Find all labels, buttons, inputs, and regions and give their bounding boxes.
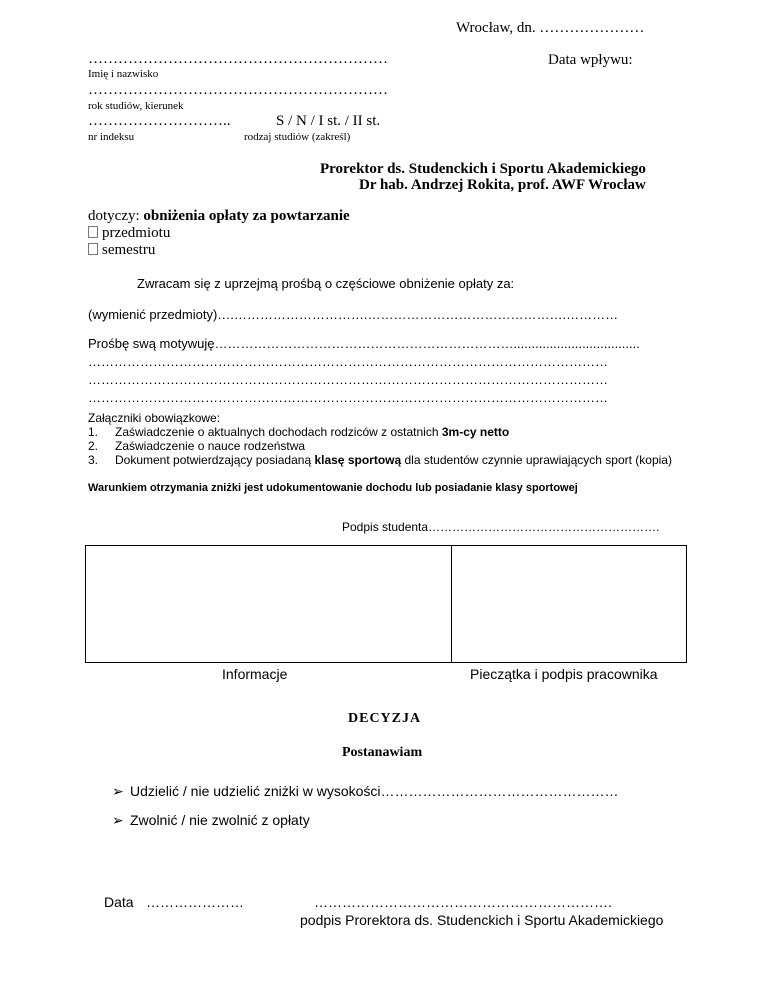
stamp-box[interactable] (451, 545, 687, 663)
attachments-heading: Załączniki obowiązkowe: (88, 411, 221, 425)
option-semester-label: semestru (102, 242, 156, 258)
option-subject[interactable] (88, 225, 170, 242)
study-label: rok studiów, kierunek (88, 100, 184, 112)
subjects-field[interactable]: (wymienić przedmioty)….………………………….……………………………………….………… (88, 307, 619, 322)
date-label: Data (104, 894, 134, 910)
stamp-label: Pieczątka i podpis pracownika (470, 666, 658, 682)
info-label: Informacje (222, 666, 288, 682)
option-semester[interactable] (88, 242, 155, 259)
decision-option-discount[interactable] (112, 783, 619, 800)
motivation-field[interactable]: Prośbę swą motywuję……………………………………………………………................................... (88, 336, 640, 351)
attachment-emphasis: 3m-cy netto (441, 425, 510, 439)
prorector-signature-field[interactable]: ………………………………………………………. (314, 894, 612, 910)
info-box[interactable] (85, 545, 452, 663)
receipt-date-label: Data wpływu: (548, 52, 633, 68)
addressee-title: Prorektor ds. Studenckich i Sportu Akademickiego (320, 161, 646, 177)
study-field[interactable]: …………………………………………………… (88, 82, 388, 98)
attachment-number: 3. (88, 453, 99, 467)
arrow-bullet-icon: ➢ (112, 783, 124, 799)
attachment-number: 1. (88, 425, 99, 439)
checkbox-icon[interactable] (88, 226, 98, 238)
attachment-item (88, 453, 672, 467)
index-field[interactable]: ……………………….. (88, 113, 231, 129)
motivation-line[interactable]: ………………………………………………………………………………………………………… (88, 372, 608, 387)
motivation-line[interactable]: ………………………………………………………………………………………………………… (88, 354, 608, 369)
decision-option-label: Zwolnić / nie zwolnić z opłaty (130, 812, 310, 828)
decision-option-label: Udzielić / nie udzielić zniżki w wysokości…………………………………………… (130, 783, 619, 799)
decision-subtitle: Postanawiam (342, 745, 423, 760)
attachment-text: Zaświadczenie o aktualnych dochodach rodziców z ostatnich (115, 425, 442, 439)
decision-option-waiver[interactable] (112, 812, 310, 829)
attachment-emphasis: klasę sportową (314, 453, 402, 467)
attachment-item (88, 439, 306, 453)
subject-title: obniżenia opłaty za powtarzanie (143, 208, 350, 224)
attachment-number: 2. (88, 439, 99, 453)
request-text: Zwracam się z uprzejmą prośbą o częściowe obniżenie opłaty za: (137, 276, 515, 291)
decision-title: DECYZJA (348, 711, 422, 726)
condition-note: Warunkiem otrzymania zniżki jest udokumentowanie dochodu lub posiadanie klasy sportowej (88, 482, 578, 494)
attachment-text: Dokument potwierdzający posiadaną (115, 453, 315, 467)
attachment-text: Zaświadczenie o nauce rodzeństwa (115, 439, 306, 453)
attachment-item (88, 425, 510, 439)
subject-line (88, 208, 350, 225)
name-label: Imię i nazwisko (88, 68, 159, 80)
motivation-line[interactable]: ………………………………………………………………………………………………………… (88, 390, 608, 405)
index-label: nr indeksu (88, 131, 135, 143)
option-subject-label: przedmiotu (102, 225, 171, 241)
checkbox-icon[interactable] (88, 243, 98, 255)
study-mode-label: rodzaj studiów (zakreśl) (244, 131, 351, 143)
name-field[interactable]: …………………………………………………… (88, 51, 388, 67)
addressee-name: Dr hab. Andrzej Rokita, prof. AWF Wrocław (359, 177, 646, 193)
student-signature-field[interactable]: Podpis studenta…………………………………………………. (342, 520, 660, 534)
study-mode-options[interactable]: S / N / I st. / II st. (276, 113, 381, 129)
place-date: Wrocław, dn. ………………… (456, 20, 645, 36)
date-field[interactable]: ………………… (146, 894, 244, 910)
prorector-signature-label: podpis Prorektora ds. Studenckich i Sportu Akademickiego (300, 912, 664, 928)
subject-prefix: dotyczy: (88, 208, 144, 224)
arrow-bullet-icon: ➢ (112, 812, 124, 828)
attachment-text: dla studentów czynnie uprawiających sport (kopia) (401, 453, 672, 467)
